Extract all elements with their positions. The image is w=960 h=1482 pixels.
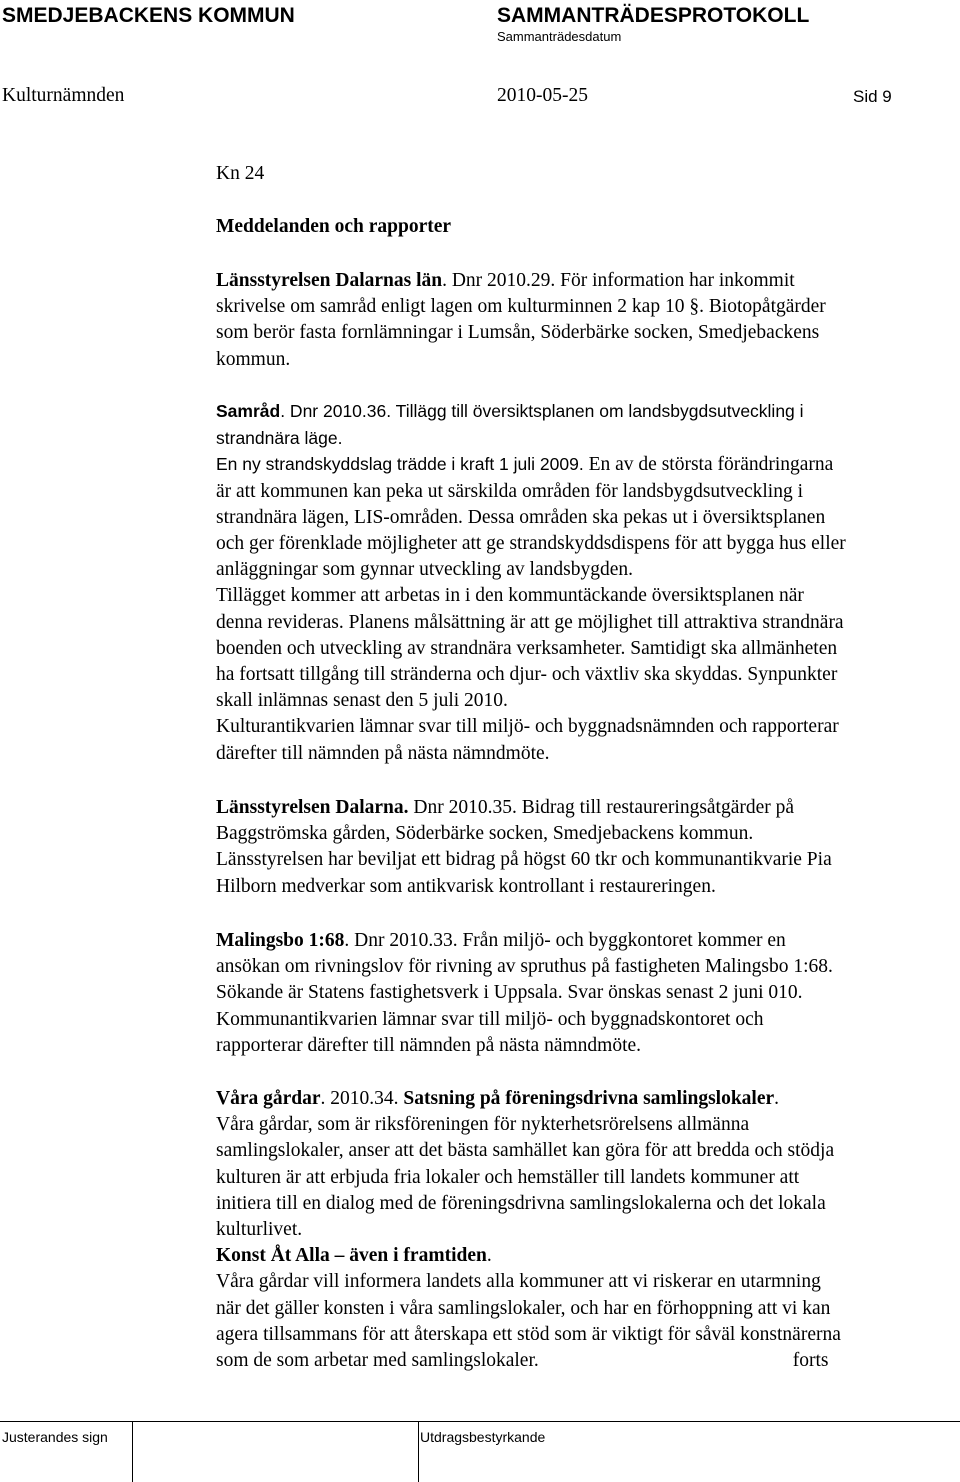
- paragraph-samrad: [216, 398, 960, 767]
- paragraph-lansstyrelsen-dalarnas: [216, 268, 960, 373]
- p1-line: kommun.: [216, 348, 291, 370]
- p5-line: initiera till en dialog med de föreningsdrivna samlingslokalerna och det lokala: [216, 1192, 826, 1214]
- p3-line: Hilborn medverkar som antikvarisk kontrollant i restaureringen.: [216, 875, 716, 897]
- p2-line: anläggningar som gynnar utveckling av landsbygden.: [216, 559, 633, 581]
- p2-line: strandnära lägen, LIS-områden.: [216, 506, 463, 528]
- p5-line: Våra gårdar, som är riksföreningen för nykterhetsrörelsens allmänna: [216, 1114, 750, 1136]
- p1-bold: Länsstyrelsen Dalarnas län: [216, 270, 443, 291]
- footer-divider: [132, 1421, 133, 1482]
- section-number: Kn 24: [216, 163, 265, 184]
- p2-line: Tillägg till översiktsplanen om landsbygdsutveckling i: [395, 401, 804, 421]
- footer-rule: [0, 1421, 960, 1422]
- p3-line: Dnr 2010.35. Bidrag till restaureringsåtgärder på: [408, 797, 795, 818]
- p2-line: En av de största förändringarna: [583, 454, 834, 476]
- p2-line: strandnära läge.: [216, 428, 343, 449]
- p4-line: Sökande är Statens fastighetsverk i Uppsala. Svar önskas senast 2 juni 010.: [216, 982, 803, 1004]
- p1-line: . Dnr 2010.29. För information har inkommit: [442, 270, 795, 291]
- p2-line: ha fortsatt tillgång till stränderna och djur- och växtliv ska skyddas. Synpunkter: [216, 664, 838, 686]
- date-label: Sammanträdesdatum: [497, 29, 622, 44]
- paragraph-malingsbo: [216, 928, 960, 1059]
- committee-name: Kulturnämnden: [2, 85, 125, 106]
- p5-line: .: [486, 1245, 492, 1267]
- p2-line: . Dnr 2010.36.: [280, 401, 396, 421]
- p5-line: som de som arbetar med samlingslokaler.: [216, 1350, 539, 1372]
- continued-marker: forts: [792, 1350, 829, 1372]
- footer-divider: [418, 1421, 419, 1482]
- p2-bold: Samråd: [216, 401, 281, 421]
- p2-line: denna revideras. Planens målsättning är att ge möjlighet till attraktiva strandnära: [216, 611, 844, 633]
- p2-line: Tillägget kommer att arbetas in i den kommuntäckande översiktsplanen när: [216, 585, 804, 607]
- p5-line: agera tillsammans för att återskapa ett stöd som är viktigt för såväl konstnärerna: [216, 1323, 841, 1345]
- p5-bold: Satsning på föreningsdrivna samlingslokaler: [403, 1088, 775, 1109]
- p5-line: samlingslokaler, anser att det bästa samhället kan göra för att bredda och stödja: [216, 1140, 835, 1162]
- p2-line: är att kommunen kan peka ut särskilda områden för landsbygdsutveckling i: [216, 480, 804, 502]
- p1-line: som berör fasta fornlämningar i Lumsån, Söderbärke socken, Smedjebackens: [216, 322, 820, 344]
- p4-line: . Dnr 2010.33. Från miljö- och byggkontoret kommer en: [344, 930, 786, 951]
- p4-line: rapporterar därefter till nämnden på nästa nämndmöte.: [216, 1034, 642, 1056]
- p3-bold: Länsstyrelsen Dalarna.: [216, 797, 409, 818]
- p3-line: Länsstyrelsen har beviljat ett bidrag på högst 60 tkr och kommunantikvarie Pia: [216, 849, 832, 871]
- section-title: Meddelanden och rapporter: [216, 216, 452, 237]
- p5-line: .: [774, 1088, 780, 1109]
- p5-line: kulturlivet.: [216, 1219, 303, 1241]
- p4-line: ansökan om rivningslov för rivning av spruthus på fastigheten Malingsbo 1:68.: [216, 956, 833, 978]
- p4-bold: Malingsbo 1:68: [216, 930, 345, 951]
- p1-line: skrivelse om samråd enligt lagen om kulturminnen 2 kap 10 §. Biotopåtgärder: [216, 296, 826, 318]
- p5-line: . 2010.34.: [320, 1088, 404, 1109]
- p2-line: Dessa områden ska pekas ut i översiktsplanen: [462, 506, 826, 528]
- signature-label: Justerandes sign: [2, 1429, 108, 1445]
- paragraph-vara-gardar: [216, 1086, 960, 1374]
- p4-line: Kommunantikvarien lämnar svar till miljö- och byggnadskontoret och: [216, 1008, 764, 1030]
- meeting-date: 2010-05-25: [497, 85, 588, 106]
- paragraph-lansstyrelsen-dalarna: [216, 795, 960, 900]
- p3-line: Baggströmska gården, Söderbärke socken, Smedjebackens kommun.: [216, 823, 754, 845]
- p2-line: En ny strandskyddslag trädde i kraft 1 juli 2009.: [216, 454, 584, 475]
- p5-line: när det gäller konsten i våra samlingslokaler, och har en förhoppning att vi kan: [216, 1297, 831, 1319]
- org-name: SMEDJEBACKENS KOMMUN: [2, 4, 295, 27]
- document-type: SAMMANTRÄDESPROTOKOLL: [497, 4, 810, 27]
- page-number: Sid 9: [853, 87, 892, 106]
- p2-line: och ger förenklade möjligheter att ge strandskyddsdispens för att bygga hus eller: [216, 533, 846, 555]
- p2-line: därefter till nämnden på nästa nämndmöte.: [216, 742, 550, 764]
- p5-line: kulturen är att erbjuda fria lokaler och hemställer till landets kommuner att: [216, 1166, 800, 1188]
- extract-certified-label: Utdragsbestyrkande: [420, 1429, 546, 1445]
- p2-line: boenden och utveckling av strandnära verksamheter. Samtidigt ska allmänheten: [216, 637, 838, 659]
- p5-bold: Konst Åt Alla – även i framtiden: [216, 1245, 487, 1267]
- p5-line: Våra gårdar vill informera landets alla kommuner att vi riskerar en utarmning: [216, 1271, 821, 1293]
- p2-line: skall inlämnas senast den 5 juli 2010.: [216, 690, 508, 712]
- p5-bold: Våra gårdar: [216, 1088, 321, 1109]
- p2-line: Kulturantikvarien lämnar svar till miljö- och byggnadsnämnden och rapporterar: [216, 716, 839, 738]
